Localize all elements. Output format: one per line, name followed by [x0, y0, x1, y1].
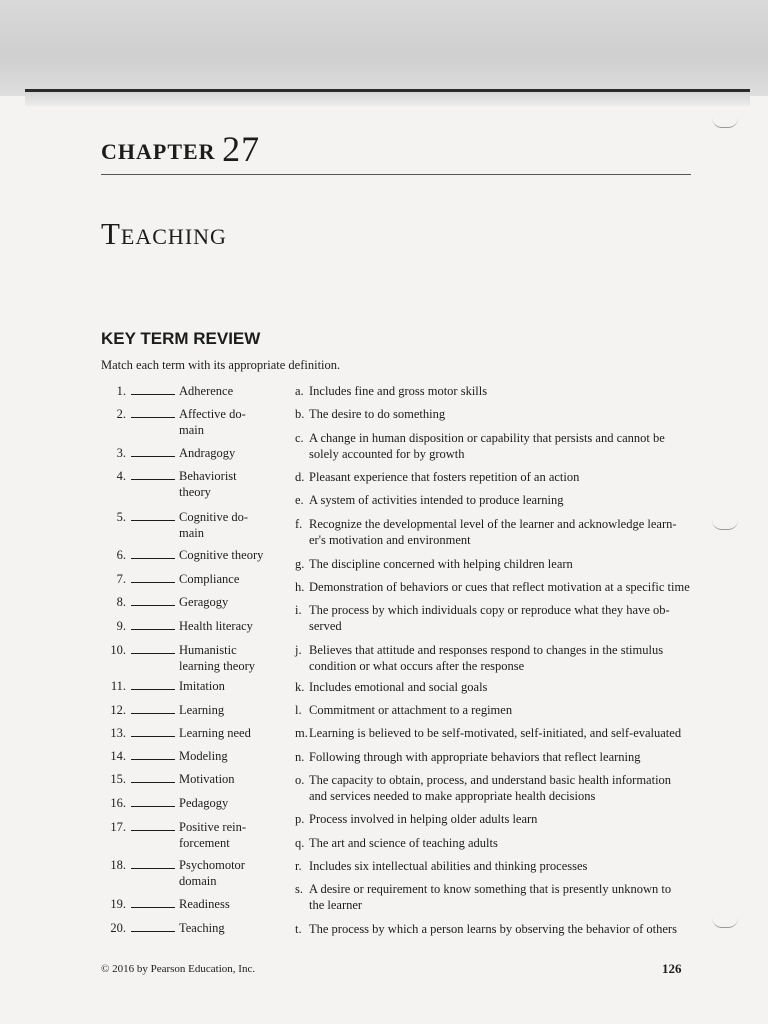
section-heading: KEY TERM REVIEW	[101, 329, 261, 348]
definition-text: Following through with appropriate behaviors that reflect learning	[309, 750, 641, 764]
definition-text: Includes fine and gross motor skills	[309, 384, 488, 398]
definition-letter: n.	[295, 750, 305, 764]
term-number: 5.	[116, 510, 126, 524]
definition-text: Learning is believed to be self-motivated, self-initiated, and self-evaluated	[309, 726, 682, 740]
definition-text: A change in human disposition or capability that persists and cannot be solely accounted for by growth	[309, 431, 665, 461]
term-text: Motivation	[179, 772, 235, 786]
definition-text: Includes six intellectual abilities and thinking processes	[309, 859, 588, 873]
answer-blank[interactable]	[131, 520, 175, 521]
definition-letter: a.	[295, 384, 304, 398]
margin-mark	[712, 918, 738, 928]
term-number: 20.	[110, 921, 126, 935]
term-number: 2.	[116, 407, 126, 421]
term-text: Psychomotor domain	[179, 858, 245, 888]
term-text: Teaching	[179, 921, 225, 935]
definition-letter: r.	[295, 859, 302, 873]
chapter-rule	[101, 174, 691, 175]
answer-blank[interactable]	[131, 479, 175, 480]
definition-text: Process involved in helping older adults learn	[309, 812, 538, 826]
answer-blank[interactable]	[131, 868, 175, 869]
term-number: 6.	[116, 548, 126, 562]
term-number: 12.	[110, 703, 126, 717]
definition-text: The discipline concerned with helping children learn	[309, 557, 573, 571]
answer-blank[interactable]	[131, 629, 175, 630]
term-number: 1.	[116, 384, 126, 398]
definition-letter: j.	[295, 643, 302, 657]
term-number: 4.	[116, 469, 126, 483]
term-number: 7.	[116, 572, 126, 586]
term-number: 8.	[116, 595, 126, 609]
answer-blank[interactable]	[131, 907, 175, 908]
answer-blank[interactable]	[131, 689, 175, 690]
term-number: 9.	[116, 619, 126, 633]
chapter-number: 27	[222, 129, 261, 169]
scanned-header-band	[0, 0, 768, 96]
answer-blank[interactable]	[131, 713, 175, 714]
term-text: Affective do- main	[179, 407, 246, 437]
answer-blank[interactable]	[131, 830, 175, 831]
definition-text: The capacity to obtain, process, and understand basic health information and services needed to make appropriate health decisions	[309, 773, 672, 803]
term-text: Cognitive theory	[179, 548, 264, 562]
chapter-label: CHAPTER	[101, 139, 216, 164]
header-shadow	[25, 92, 750, 106]
term-text: Adherence	[179, 384, 234, 398]
answer-blank[interactable]	[131, 394, 175, 395]
answer-blank[interactable]	[131, 417, 175, 418]
definition-text: A desire or requirement to know something that is presently unknown to the learner	[309, 882, 672, 912]
page-number: 126	[662, 961, 682, 976]
definition-letter: p.	[295, 812, 305, 826]
term-text: Compliance	[179, 572, 240, 586]
definition-text: The process by which a person learns by observing the behavior of others	[309, 922, 677, 936]
term-text: Cognitive do- main	[179, 510, 249, 540]
term-number: 11.	[110, 679, 126, 693]
answer-blank[interactable]	[131, 456, 175, 457]
definition-letter: t.	[295, 922, 302, 936]
answer-blank[interactable]	[131, 582, 175, 583]
term-text: Behaviorist theory	[179, 469, 237, 499]
term-number: 13.	[110, 726, 126, 740]
answer-blank[interactable]	[131, 736, 175, 737]
margin-mark	[712, 118, 738, 128]
definition-letter: l.	[295, 703, 302, 717]
definition-letter: c.	[295, 431, 304, 445]
definition-text: The process by which individuals copy or reproduce what they have ob- served	[309, 603, 670, 633]
term-number: 15.	[110, 772, 126, 786]
definition-letter: e.	[295, 493, 304, 507]
definition-text: Demonstration of behaviors or cues that reflect motivation at a specific time	[309, 580, 690, 594]
instructions: Match each term with its appropriate definition.	[101, 358, 341, 372]
term-number: 19.	[110, 897, 126, 911]
definition-letter: m.	[295, 726, 308, 740]
definition-letter: q.	[295, 836, 305, 850]
answer-blank[interactable]	[131, 806, 175, 807]
definition-text: Pleasant experience that fosters repetition of an action	[309, 470, 580, 484]
definition-letter: o.	[295, 773, 305, 787]
term-text: Geragogy	[179, 595, 229, 609]
copyright: © 2016 by Pearson Education, Inc.	[101, 963, 256, 975]
term-text: Modeling	[179, 749, 228, 763]
term-text: Andragogy	[179, 446, 236, 460]
term-number: 3.	[116, 446, 126, 460]
definition-text: The art and science of teaching adults	[309, 836, 498, 850]
definition-letter: g.	[295, 557, 305, 571]
term-text: Positive rein- forcement	[179, 820, 247, 850]
term-number: 14.	[110, 749, 126, 763]
definition-letter: i.	[295, 603, 302, 617]
definition-text: The desire to do something	[309, 407, 446, 421]
definition-text: Includes emotional and social goals	[309, 680, 488, 694]
answer-blank[interactable]	[131, 782, 175, 783]
margin-mark	[712, 520, 738, 530]
answer-blank[interactable]	[131, 931, 175, 932]
definition-letter: d.	[295, 470, 305, 484]
term-text: Learning need	[179, 726, 251, 740]
definition-letter: f.	[295, 517, 303, 531]
term-text: Readiness	[179, 897, 230, 911]
chapter-title: Teaching	[101, 216, 227, 251]
answer-blank[interactable]	[131, 558, 175, 559]
definition-letter: b.	[295, 407, 305, 421]
definition-letter: h.	[295, 580, 305, 594]
answer-blank[interactable]	[131, 653, 175, 654]
term-text: Pedagogy	[179, 796, 229, 810]
answer-blank[interactable]	[131, 759, 175, 760]
term-text: Imitation	[179, 679, 225, 693]
term-text: Humanistic learning theory	[179, 643, 256, 673]
term-number: 18.	[110, 858, 126, 872]
definition-text: Believes that attitude and responses respond to changes in the stimulus condition or what occurs after the response	[309, 643, 664, 673]
definition-letter: k.	[295, 680, 305, 694]
answer-blank[interactable]	[131, 605, 175, 606]
term-number: 10.	[110, 643, 126, 657]
term-number: 17.	[110, 820, 126, 834]
definition-text: Recognize the developmental level of the learner and acknowledge learn- er's motivation and environment	[309, 517, 677, 547]
definition-letter: s.	[295, 882, 303, 896]
term-number: 16.	[110, 796, 126, 810]
term-text: Health literacy	[179, 619, 253, 633]
term-text: Learning	[179, 703, 225, 717]
definition-text: Commitment or attachment to a regimen	[309, 703, 513, 717]
chapter-heading	[101, 128, 260, 170]
definition-text: A system of activities intended to produce learning	[309, 493, 564, 507]
